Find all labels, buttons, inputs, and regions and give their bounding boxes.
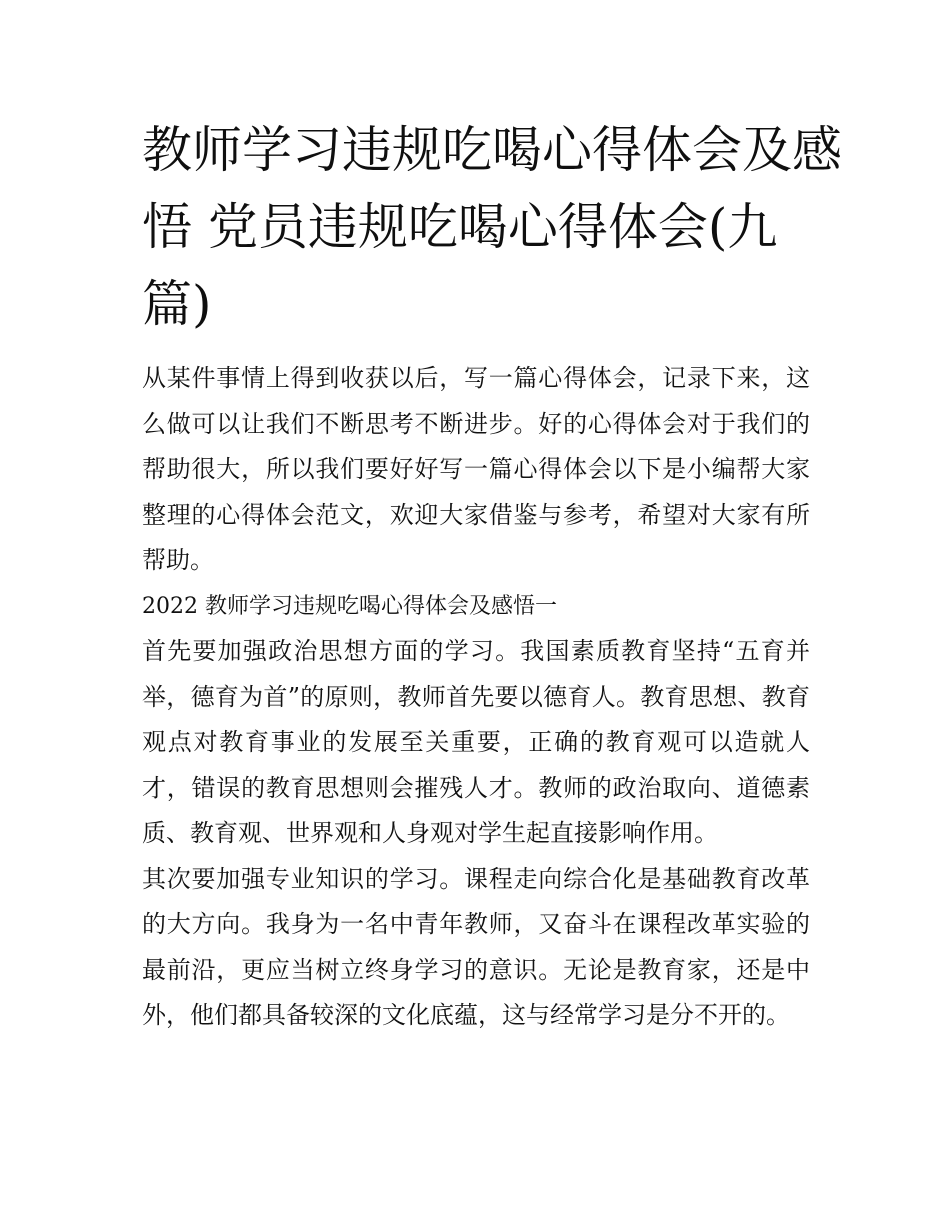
document-title: 教师学习违规吃喝心得体会及感悟 党员违规吃喝心得体会(九篇) xyxy=(142,121,842,333)
body-paragraph-2: 其次要加强专业知识的学习。课程走向综合化是基础教育改革的大方向。我身为一名中青年教师，又奋斗在课程改革实验的最前沿，更应当树立终身学习的意识。无论是教育家，还是中外，他们都具备较深的文化底蕴，这与经常学习是分不开的。 xyxy=(142,864,810,1029)
document-body xyxy=(142,356,810,1039)
intro-paragraph: 从某件事情上得到收获以后，写一篇心得体会，记录下来，这么做可以让我们不断思考不断进步。好的心得体会对于我们的帮助很大，所以我们要好好写一篇心得体会以下是小编帮大家整理的心得体会范文，欢迎大家借鉴与参考，希望对大家有所帮助。 xyxy=(142,364,810,574)
body-paragraph-1: 首先要加强政治思想方面的学习。我国素质教育坚持“五育并举，德育为首”的原则，教师首先要以德育人。教育思想、教育观点对教育事业的发展至关重要，正确的教育观可以造就人才，错误的教育思想则会摧残人才。教师的政治取向、道德素质、教育观、世界观和人身观对学生起直接影响作用。 xyxy=(142,637,810,847)
section-heading: 2022 教师学习违规吃喝心得体会及感悟一 xyxy=(142,593,557,619)
